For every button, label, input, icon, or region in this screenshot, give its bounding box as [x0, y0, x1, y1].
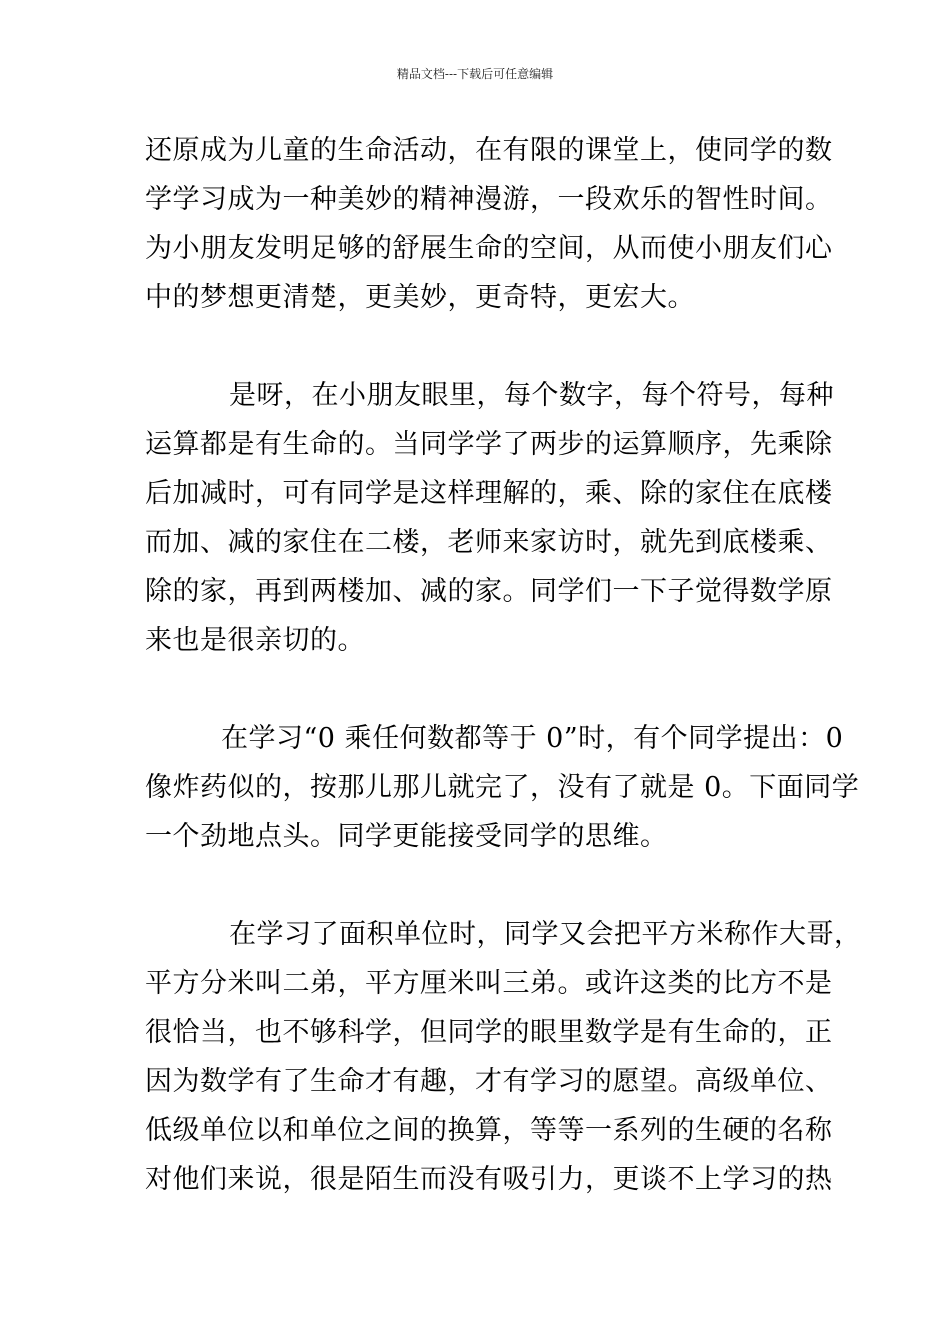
paragraph-2	[145, 371, 834, 665]
text-line: 像炸药似的，按那儿那儿就完了，没有了就是 0。下面同学	[145, 772, 860, 803]
text-line: 平方分米叫二弟，平方厘米叫三弟。或许这类的比方不是	[145, 968, 833, 999]
text-line: 后加减时，可有同学是这样理解的，乘、除的家住在底楼	[145, 478, 833, 509]
paragraph-3	[145, 714, 860, 861]
paragraph-spacer	[145, 665, 825, 714]
page-header: 精品文档---下载后可任意编辑	[396, 67, 554, 81]
text-line: 是呀，在小朋友眼里，每个数字，每个符号，每种	[229, 380, 834, 411]
text-line: 在学习“0 乘任何数都等于 0”时，有个同学提出：0	[221, 723, 844, 754]
text-line: 除的家，再到两楼加、减的家。同学们一下子觉得数学原	[145, 576, 833, 607]
text-line: 来也是很亲切的。	[145, 625, 365, 656]
text-line: 在学习了面积单位时，同学又会把平方米称作大哥，	[229, 919, 862, 950]
text-line: 运算都是有生命的。当同学学了两步的运算顺序，先乘除	[145, 429, 833, 460]
paragraph-spacer	[145, 322, 825, 371]
text-line: 低级单位以和单位之间的换算，等等一系列的生硬的名称	[145, 1115, 833, 1146]
text-line: 因为数学有了生命才有趣，才有学习的愿望。高级单位、	[145, 1066, 833, 1097]
document-body	[145, 126, 862, 1204]
paragraph-1	[145, 126, 833, 322]
text-line: 很恰当，也不够科学，但同学的眼里数学是有生命的，正	[145, 1017, 833, 1048]
text-line: 学学习成为一种美妙的精神漫游，一段欢乐的智性时间。	[145, 184, 833, 215]
paragraph-4	[145, 910, 862, 1204]
paragraph-spacer	[145, 861, 825, 910]
text-line: 一个劲地点头。同学更能接受同学的思维。	[145, 821, 668, 852]
text-line: 还原成为儿童的生命活动，在有限的课堂上，使同学的数	[145, 135, 833, 166]
text-line: 中的梦想更清楚，更美妙，更奇特，更宏大。	[145, 282, 695, 313]
text-line: 而加、减的家住在二楼，老师来家访时，就先到底楼乘、	[145, 527, 833, 558]
text-line: 为小朋友发明足够的舒展生命的空间，从而使小朋友们心	[145, 233, 833, 264]
text-line: 对他们来说，很是陌生而没有吸引力，更谈不上学习的热	[145, 1164, 833, 1195]
